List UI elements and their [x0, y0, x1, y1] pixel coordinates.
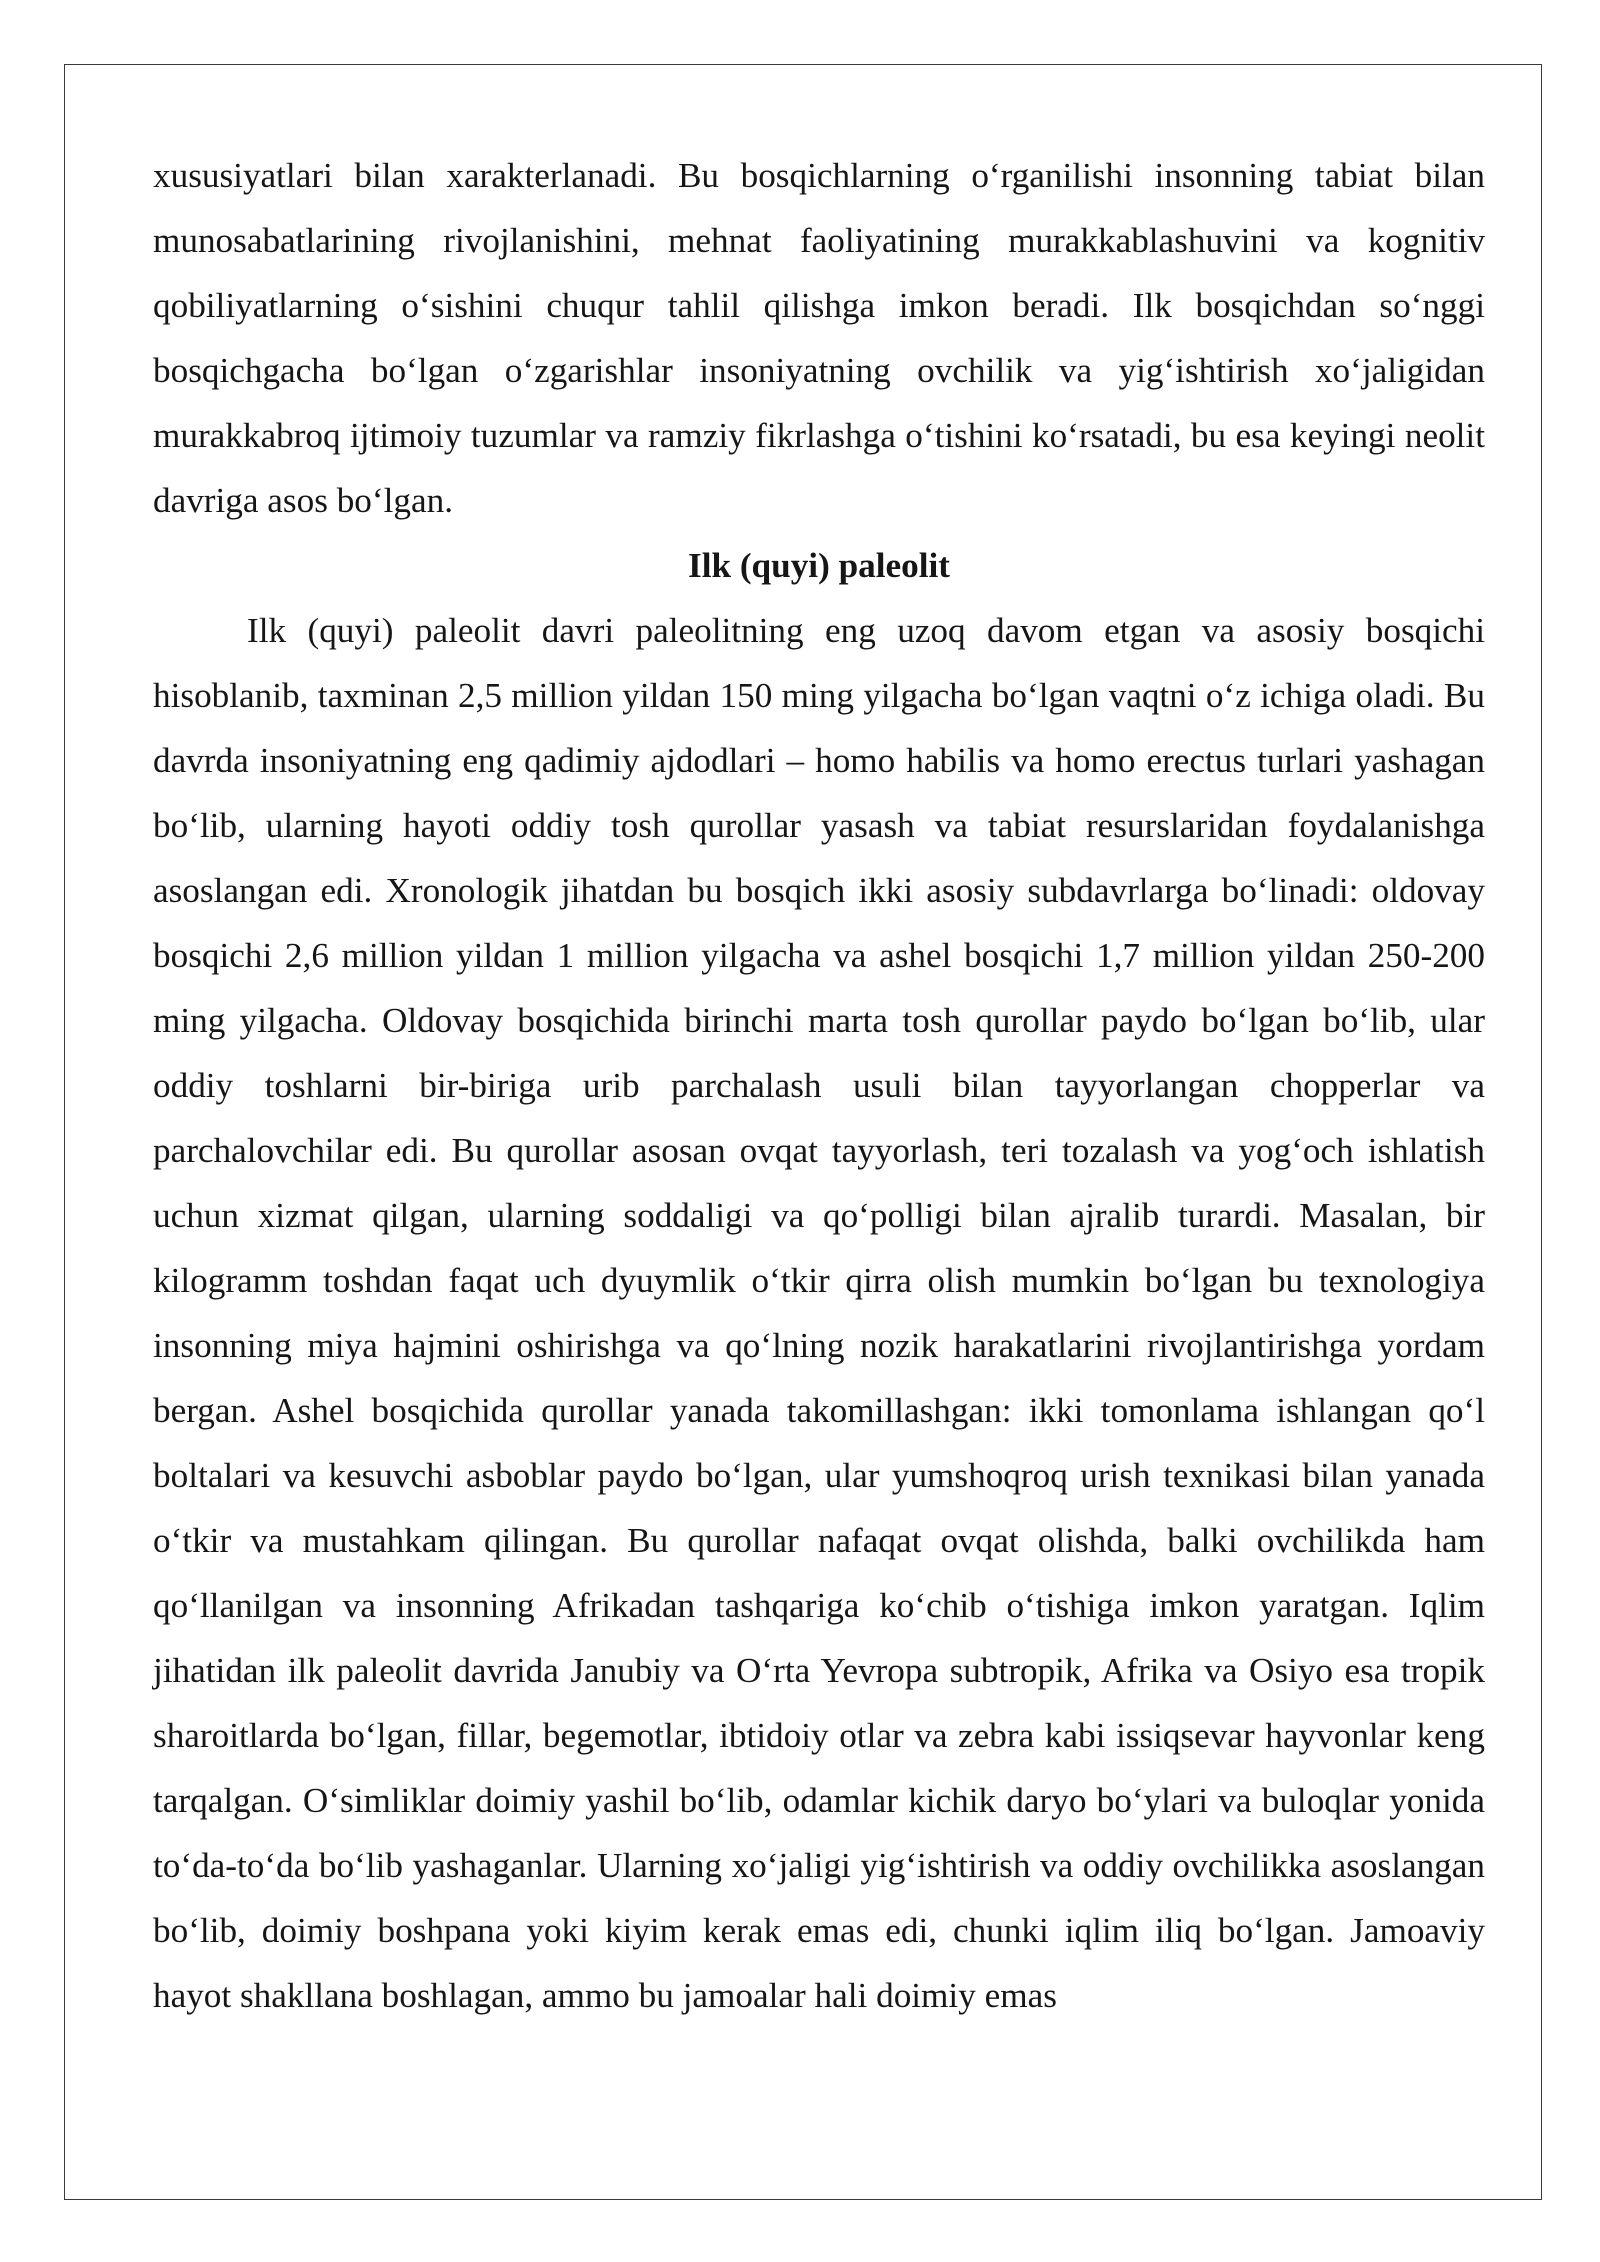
paragraph: xususiyatlari bilan xarakterlanadi. Bu bosqichlarning o‘rganilishi insonning tabiat bilan munosabatlarining rivojlanishini, mehnat faoliyatining murakkablashuvini va kognitiv qobiliyatlarning o‘sishini chuqur tahlil qilishga imkon beradi. Ilk bosqichdan so‘nggi bosqichgacha bo‘lgan o‘zgarishlar insoniyatning ovchilik va yig‘ishtirish xo‘jaligidan murakkabroq ijtimoiy tuzumlar va ramziy fikrlashga o‘tishini ko‘rsatadi, bu esa keyingi neolit davriga asos bo‘lgan.	[153, 156, 1485, 520]
paragraph: Ilk (quyi) paleolit davri paleolitning eng uzoq davom etgan va asosiy bosqichi hisoblanib, taxminan 2,5 million yildan 150 ming yilgacha bo‘lgan vaqtni o‘z ichiga oladi. Bu davrda insoniyatning eng qadimiy ajdodlari – homo habilis va homo erectus turlari yashagan bo‘lib, ularning hayoti oddiy tosh qurollar yasash va tabiat resurslaridan foydalanishga asoslangan edi. Xronologik jihatdan bu bosqich ikki asosiy subdavrlarga bo‘linadi: oldovay bosqichi 2,6 million yildan 1 million yilgacha va ashel bosqichi 1,7 million yildan 250-200 ming yilgacha. Oldovay bosqichida birinchi marta tosh qurollar paydo bo‘lgan bo‘lib, ular oddiy toshlarni bir-biriga urib parchalash usuli bilan tayyorlangan chopperlar va parchalovchilar edi. Bu qurollar asosan ovqat tayyorlash, teri tozalash va yog‘och ishlatish uchun xizmat qilgan, ularning soddaligi va qo‘polligi bilan ajralib turardi. Masalan, bir kilogramm toshdan faqat uch dyuymlik o‘tkir qirra olish mumkin bo‘lgan bu texnologiya insonning miya hajmini oshirishga va qo‘lning nozik harakatlarini rivojlantirishga yordam bergan. Ashel bosqichida qurollar yanada takomillashgan: ikki tomonlama ishlangan qo‘l boltalari va kesuvchi asboblar paydo bo‘lgan, ular yumshoqroq urish texnikasi bilan yanada o‘tkir va mustahkam qilingan. Bu qurollar nafaqat ovqat olishda, balki ovchilikda ham qo‘llanilgan va insonning Afrikadan tashqariga ko‘chib o‘tishiga imkon yaratgan. Iqlim jihatidan ilk paleolit davrida Janubiy va O‘rta Yevropa subtropik, Afrika va Osiyo esa tropik sharoitlarda bo‘lgan, fillar, begemotlar, ibtidoiy otlar va zebra kabi issiqsevar hayvonlar keng tarqalgan. O‘simliklar doimiy yashil bo‘lib, odamlar kichik daryo bo‘ylari va buloqlar yonida to‘da-to‘da bo‘lib yashaganlar. Ularning xo‘jaligi yig‘ishtirish va oddiy ovchilikka asoslangan bo‘lib, doimiy boshpana yoki kiyim kerak emas edi, chunki iqlim iliq bo‘lgan. Jamoaviy hayot shakllana boshlagan, ammo bu jamoalar hali doimiy emas	[153, 611, 1485, 2015]
section-heading: Ilk (quyi) paleolit	[688, 546, 950, 585]
document-body	[153, 143, 1485, 2028]
